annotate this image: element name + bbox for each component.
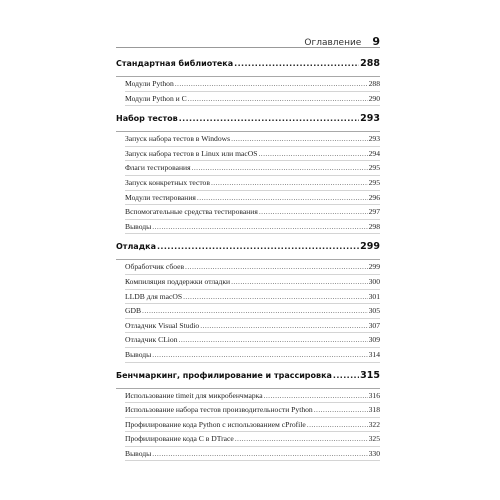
- dot-leader: [307, 418, 368, 432]
- entry-label: Вспомогательные средства тестирования: [125, 207, 258, 217]
- dot-leader: [231, 132, 368, 146]
- dot-leader: [234, 59, 359, 68]
- section-title: Бенчмаркинг, профилирование и трассировка: [116, 370, 332, 380]
- toc-entry[interactable]: [125, 348, 380, 363]
- entry-page: 307: [368, 320, 380, 330]
- entry-label: Отладчик CLion: [125, 335, 178, 345]
- entry-label: Использование набора тестов производительности Python: [125, 405, 313, 415]
- entry-page: 300: [368, 276, 380, 286]
- entry-page: 305: [368, 306, 380, 316]
- toc-entry[interactable]: [125, 260, 380, 275]
- section-entries: [116, 259, 380, 362]
- section-page: 288: [360, 58, 380, 69]
- toc-entry[interactable]: [125, 161, 380, 176]
- entry-label: Обработчик сбоев: [125, 262, 185, 272]
- entry-label: Модули тестирования: [125, 192, 196, 202]
- entry-page: 322: [368, 419, 380, 429]
- dot-leader: [200, 319, 367, 333]
- dot-leader: [152, 220, 367, 234]
- entry-label: Использование timeit для микробенчмарка: [125, 390, 263, 400]
- entry-page: 290: [368, 93, 380, 103]
- entry-page: 298: [368, 221, 380, 231]
- entry-label: Запуск конкретных тестов: [125, 177, 210, 187]
- dot-leader: [235, 432, 368, 446]
- section-heading[interactable]: [116, 56, 380, 76]
- entry-label: Отладчик Visual Studio: [125, 320, 200, 330]
- section-entries: [116, 131, 380, 234]
- toc-section: [116, 56, 380, 111]
- entry-label: Профилирование кода C в DTrace: [125, 434, 234, 444]
- entry-label: Запуск набора тестов в Linux или macOS: [125, 148, 258, 158]
- entry-label: GDB: [125, 306, 142, 316]
- entry-label: Модули Python: [125, 79, 174, 88]
- entry-page: 295: [368, 177, 380, 187]
- dot-leader: [259, 147, 368, 161]
- running-head: [116, 26, 380, 48]
- toc-entry[interactable]: [125, 220, 380, 235]
- entry-label: Флаги тестирования: [125, 163, 191, 173]
- toc-section: [116, 239, 380, 367]
- entry-page: 330: [368, 448, 380, 458]
- section-page: 315: [360, 369, 380, 381]
- dot-leader: [179, 333, 368, 347]
- toc-entry[interactable]: [125, 389, 380, 404]
- toc-section: [116, 111, 380, 239]
- section-title: Набор тестов: [116, 114, 178, 124]
- toc-entry[interactable]: [125, 205, 380, 220]
- section-title: Отладка: [116, 242, 156, 252]
- entry-label: Запуск набора тестов в Windows: [125, 134, 231, 144]
- section-heading[interactable]: [116, 239, 380, 259]
- toc-entry[interactable]: [125, 92, 380, 107]
- page-number: 9: [372, 35, 380, 48]
- section-entries: [116, 388, 380, 462]
- toc-entry[interactable]: [125, 290, 380, 305]
- dot-leader: [259, 205, 368, 219]
- toc-entry[interactable]: [125, 319, 380, 334]
- dot-leader: [157, 242, 359, 251]
- dot-leader: [188, 92, 368, 106]
- section-heading[interactable]: [116, 111, 380, 131]
- header-rule: [116, 47, 380, 48]
- entry-page: 293: [368, 134, 380, 144]
- entry-label: Выводы: [125, 349, 152, 359]
- dot-leader: [185, 260, 368, 274]
- toc-entry[interactable]: [125, 432, 380, 447]
- section-entries: [116, 76, 380, 106]
- toc-entry[interactable]: [125, 403, 380, 418]
- dot-leader: [231, 275, 367, 289]
- entry-label: Модули Python и C: [125, 93, 187, 103]
- entry-page: 314: [368, 349, 380, 359]
- dot-leader: [175, 77, 368, 91]
- entry-page: 294: [368, 148, 380, 158]
- entry-page: 288: [368, 79, 380, 88]
- table-of-contents: [116, 56, 380, 461]
- dot-leader: [197, 191, 368, 205]
- toc-entry[interactable]: [125, 333, 380, 348]
- toc-entry[interactable]: [125, 275, 380, 290]
- running-head-title: Оглавление: [304, 38, 362, 48]
- section-page: 293: [360, 113, 380, 125]
- dot-leader: [333, 371, 359, 380]
- dot-leader: [183, 290, 367, 304]
- entry-page: 318: [368, 405, 380, 415]
- toc-entry[interactable]: [125, 191, 380, 206]
- entry-label: Профилирование кода Python с использованием cProfile: [125, 419, 306, 429]
- toc-entry[interactable]: [125, 418, 380, 433]
- dot-leader: [142, 304, 368, 318]
- entry-label: Выводы: [125, 221, 152, 231]
- entry-label: Компиляция поддержки отладки: [125, 276, 231, 286]
- toc-entry[interactable]: [125, 132, 380, 147]
- toc-entry[interactable]: [125, 304, 380, 319]
- dot-leader: [192, 161, 368, 175]
- entry-page: 296: [368, 192, 380, 202]
- entry-page: 297: [368, 207, 380, 217]
- toc-section: [116, 368, 380, 462]
- dot-leader: [264, 389, 368, 403]
- dot-leader: [314, 403, 368, 417]
- entry-label: LLDB для macOS: [125, 291, 183, 301]
- entry-page: 301: [368, 291, 380, 301]
- dot-leader: [211, 176, 368, 190]
- toc-entry[interactable]: [125, 176, 380, 191]
- entry-page: 295: [368, 163, 380, 173]
- toc-entry[interactable]: [125, 147, 380, 162]
- dot-leader: [152, 447, 367, 461]
- dot-leader: [152, 348, 367, 362]
- entry-page: 309: [368, 335, 380, 345]
- entry-page: 316: [368, 390, 380, 400]
- toc-entry[interactable]: [125, 447, 380, 462]
- entry-label: Выводы: [125, 448, 152, 458]
- section-title: Стандартная библиотека: [116, 59, 234, 68]
- section-page: 299: [360, 241, 380, 253]
- section-heading[interactable]: [116, 368, 380, 388]
- entry-page: 299: [368, 262, 380, 272]
- toc-entry[interactable]: [125, 77, 380, 92]
- dot-leader: [179, 114, 359, 123]
- entry-page: 325: [368, 434, 380, 444]
